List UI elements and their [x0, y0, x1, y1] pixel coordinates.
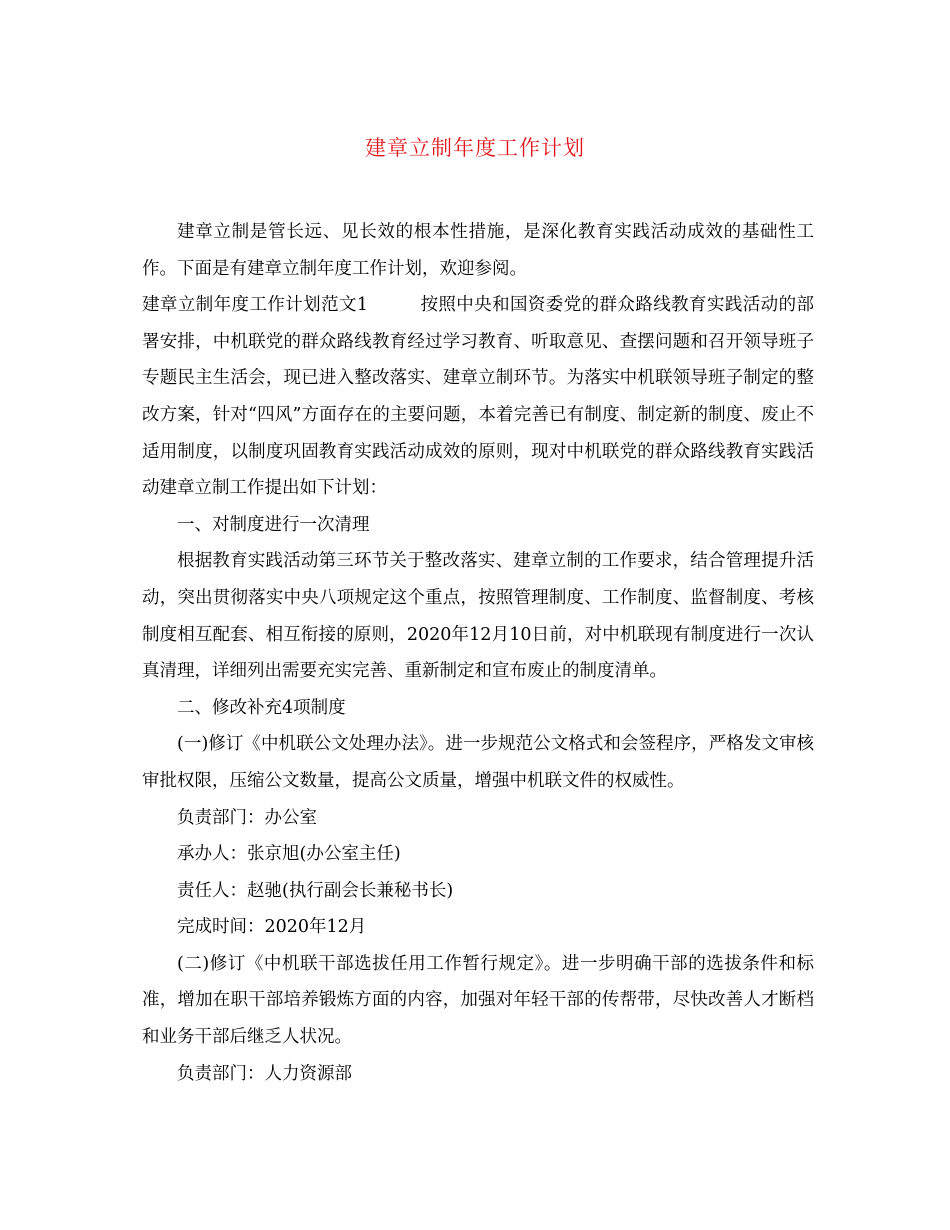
- intro-paragraph: 建章立制是管长远、见长效的根本性措施，是深化教育实践活动成效的基础性工作。下面是有建章立制年度工作计划，欢迎参阅。: [142, 222, 814, 279]
- sample-heading: 建章立制年度工作计划范文1: [142, 295, 369, 316]
- document-title: 建章立制年度工作计划: [365, 136, 585, 160]
- item-2-department: 负责部门：人力资源部: [177, 1063, 352, 1084]
- item-1-paragraph: (一)修订《中机联公文处理办法》。进一步规范公文格式和会签程序，严格发文审核审批权限，压缩公文数量，提高公文质量，增强中机联文件的权威性。: [142, 734, 814, 791]
- section-heading-1: 一、对制度进行一次清理: [177, 514, 370, 535]
- item-2-paragraph: (二)修订《中机联干部选拔任用工作暂行规定》。进一步明确干部的选拔条件和标准，增加在职干部培养锻炼方面的内容，加强对年轻干部的传帮带，尽快改善人才断档和业务干部后继乏人状况。: [142, 953, 814, 1048]
- document-body: [142, 214, 814, 1092]
- item-1-handler: 承办人：张京旭(办公室主任): [177, 844, 401, 865]
- item-1-deadline: 完成时间：2020年12月: [177, 917, 367, 938]
- sample-heading-paragraph: [142, 287, 814, 507]
- section-1-paragraph: 根据教育实践活动第三环节关于整改落实、建章立制的工作要求，结合管理提升活动，突出贯彻落实中央八项规定这个重点，按照管理制度、工作制度、监督制度、考核制度相互配套、相互衔接的原则，2020年12月10日前，对中机联现有制度进行一次认真清理，详细列出需要充实完善、重新制定和宣布废止的制度清单。: [142, 551, 814, 682]
- item-1-responsible: 责任人：赵驰(执行副会长兼秘书长): [177, 880, 454, 901]
- section-heading-2: 二、修改补充4项制度: [177, 697, 346, 718]
- item-1-department: 负责部门：办公室: [177, 807, 317, 828]
- sample-intro-text: 按照中央和国资委党的群众路线教育实践活动的部署安排，中机联党的群众路线教育经过学习教育、听取意见、查摆问题和召开领导班子专题民主生活会，现已进入整改落实、建章立制环节。为落实中机联领导班子制定的整改方案，针对“四风”方面存在的主要问题，本着完善已有制度、制定新的制度、废止不适用制度，以制度巩固教育实践活动成效的原则，现对中机联党的群众路线教育实践活动建章立制工作提出如下计划：: [142, 295, 814, 499]
